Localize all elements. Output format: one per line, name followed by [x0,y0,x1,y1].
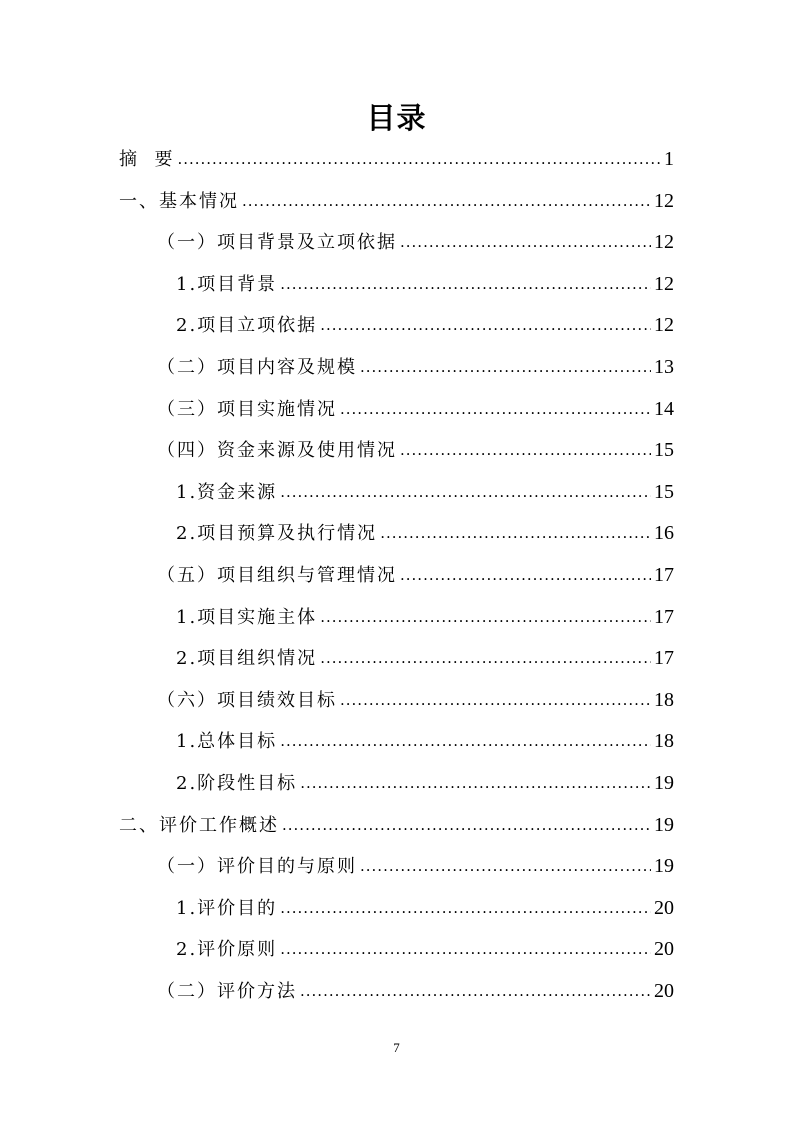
toc-entry-page: 19 [654,772,674,794]
toc-entry[interactable] [176,602,674,632]
dot-leader [280,893,651,923]
toc-entry-label: 2.项目组织情况 [176,648,318,670]
toc-entry-label: 二、评价工作概述 [119,814,279,836]
dot-leader [177,144,661,174]
toc-entry-label: 一、基本情况 [119,190,239,212]
dot-leader [400,435,651,465]
toc-entry-page: 18 [654,688,674,711]
toc-entry-label: （三）项目实施情况 [157,398,337,420]
toc-entry-page: 19 [654,855,674,878]
dot-leader [320,602,651,632]
toc-entry-page: 15 [654,480,674,503]
dot-leader [280,934,651,964]
toc-entry[interactable] [157,851,674,881]
dot-leader [320,643,651,673]
toc-entry-page: 17 [654,647,674,670]
toc-entry-label: 1.评价目的 [176,897,278,919]
toc-entry-label: 1.总体目标 [176,731,278,753]
toc-entry-page: 20 [654,896,674,919]
toc-entry-page: 12 [654,231,674,254]
toc-entry[interactable] [176,643,674,673]
toc-entry[interactable] [176,269,674,299]
toc-entry-page: 17 [654,605,674,628]
dot-leader [282,810,651,840]
toc-entry[interactable] [119,810,674,840]
toc-entry-label: 1.项目背景 [176,273,278,295]
toc-entry[interactable] [176,726,674,756]
toc-entry[interactable] [176,934,674,964]
toc-entry-label: 1.项目实施主体 [176,606,318,628]
toc-entry-label: 1.资金来源 [176,481,278,503]
toc-entry-page: 16 [654,522,674,545]
page-number: 7 [393,1040,400,1055]
toc-entry-label: 2.项目立项依据 [176,315,318,337]
toc-entry-label: （四）资金来源及使用情况 [157,440,397,462]
dot-leader [300,976,651,1006]
toc-entry-page: 12 [654,189,674,212]
toc-entry-label: （二）评价方法 [157,981,297,1002]
toc-entry[interactable] [176,768,674,798]
dot-leader [380,518,651,548]
toc-entry[interactable] [176,518,674,548]
toc-entry-page: 20 [654,938,674,961]
dot-leader [360,851,651,881]
toc-entry[interactable] [157,435,674,465]
dot-leader [280,269,651,299]
toc-entry-label: （一）评价目的与原则 [157,856,357,878]
dot-leader [300,768,651,798]
toc-entry-page: 12 [654,314,674,337]
toc-entry[interactable] [157,560,674,590]
toc-entry-page: 15 [654,439,674,462]
toc-entry-page: 17 [654,564,674,586]
dot-leader [320,310,651,340]
toc-entry-label: 摘 要 [119,149,175,170]
dot-leader [360,352,651,382]
toc-title: 目录 [366,101,427,135]
toc-entry-label: （二）项目内容及规模 [157,357,357,378]
toc-entry[interactable] [157,352,674,382]
dot-leader [242,186,651,216]
dot-leader [400,560,651,590]
toc-entry[interactable] [176,893,674,923]
toc-entry-label: 2.评价原则 [176,939,278,961]
dot-leader [340,394,651,424]
toc-entry-page: 12 [654,272,674,295]
toc-entry-page: 20 [654,980,674,1002]
toc-entry[interactable] [119,186,674,216]
toc-entry[interactable] [176,477,674,507]
toc-entry-label: （五）项目组织与管理情况 [157,565,397,586]
toc-entry-label: 2.项目预算及执行情况 [176,523,378,545]
toc-entry-label: 2.阶段性目标 [176,773,298,794]
toc-entry[interactable] [157,976,674,1006]
toc-entry[interactable] [157,394,674,424]
toc-entry-page: 18 [654,730,674,753]
dot-leader [280,726,651,756]
toc-entry-label: （六）项目绩效目标 [157,689,337,711]
toc-entry-page: 1 [664,148,674,170]
toc-entry[interactable] [119,144,674,174]
dot-leader [400,227,651,257]
dot-leader [340,685,651,715]
toc-entry[interactable] [176,310,674,340]
toc-entry-page: 13 [654,356,674,378]
toc-entry-label: （一）项目背景及立项依据 [157,232,397,254]
toc-entry-page: 14 [654,397,674,420]
dot-leader [280,477,651,507]
toc-entry[interactable] [157,227,674,257]
toc-entry-page: 19 [654,813,674,836]
toc-entry[interactable] [157,685,674,715]
